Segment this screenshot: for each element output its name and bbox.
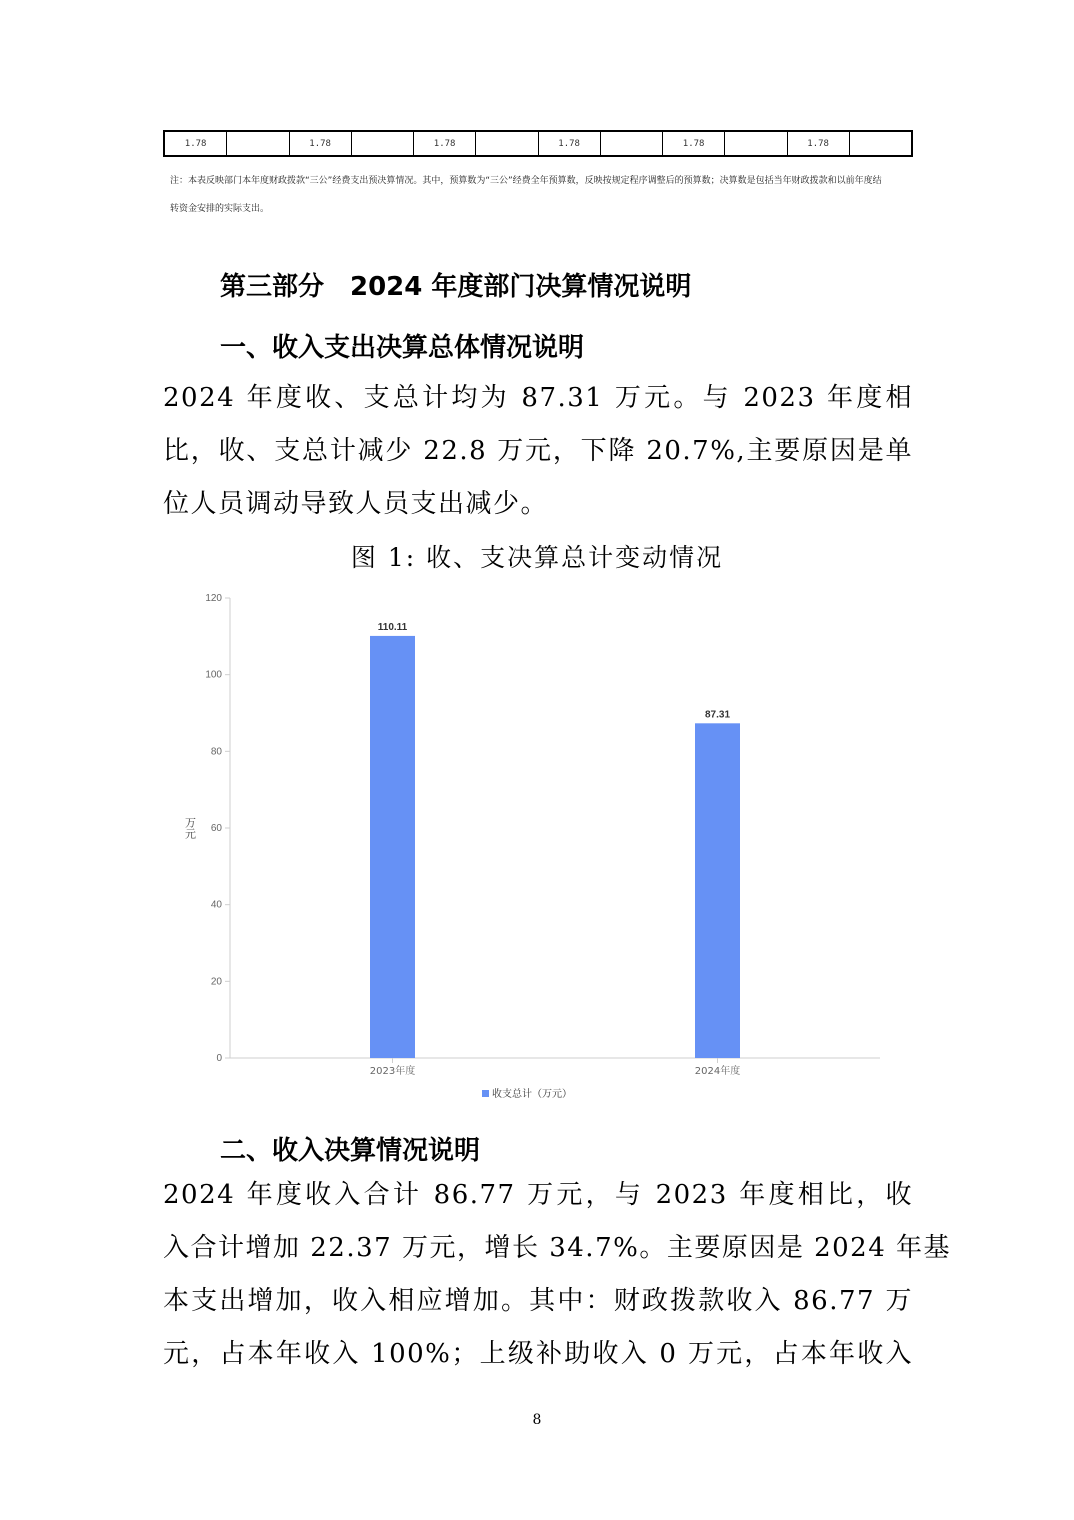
figure-caption: 图 1: 收、支决算总计变动情况 xyxy=(350,543,724,572)
paragraph-line: 比，收、支总计减少 22.8 万元，下降 20.7%,主要原因是单 xyxy=(163,436,913,466)
y-tick-label: 40 xyxy=(210,899,222,911)
data-label: 87.31 xyxy=(704,709,731,721)
table-cell xyxy=(227,132,289,155)
paragraph-line: 元，占本年收入 100%；上级补助收入 0 万元，占本年收入 xyxy=(163,1339,913,1369)
table-cell: 1.78 xyxy=(539,132,601,155)
expense-table-row xyxy=(163,130,913,157)
table-cell: 1.78 xyxy=(290,132,352,155)
page-number: 8 xyxy=(532,1412,542,1428)
section-1-heading: 一、收入支出决算总体情况说明 xyxy=(220,333,585,363)
paragraph-line: 位人员调动导致人员支出减少。 xyxy=(163,489,549,519)
table-cell: 1.78 xyxy=(788,132,850,155)
y-tick-label: 100 xyxy=(205,669,222,681)
table-cell: 1.78 xyxy=(414,132,476,155)
table-cell: 1.78 xyxy=(165,132,227,155)
income-expense-bar-chart xyxy=(160,585,900,1110)
part-title: 第三部分 2024 年度部门决算情况说明 xyxy=(220,272,692,302)
y-tick-label: 120 xyxy=(205,593,222,604)
table-cell xyxy=(850,132,911,155)
table-cell xyxy=(352,132,414,155)
x-tick-label: 2023年度 xyxy=(369,1066,416,1077)
section-2-heading: 二、收入决算情况说明 xyxy=(220,1136,481,1166)
paragraph-line: 2024 年度收、支总计均为 87.31 万元。与 2023 年度相 xyxy=(163,383,913,413)
y-tick-label: 60 xyxy=(210,823,222,834)
paragraph-line: 本支出增加，收入相应增加。其中：财政拨款收入 86.77 万 xyxy=(163,1286,913,1316)
table-cell xyxy=(725,132,787,155)
table-cell xyxy=(476,132,538,155)
data-label: 110.11 xyxy=(377,621,408,633)
paragraph-line: 2024 年度收入合计 86.77 万元，与 2023 年度相比，收 xyxy=(163,1180,913,1210)
y-tick-label: 80 xyxy=(210,746,222,758)
legend-swatch xyxy=(482,1090,489,1097)
table-note-line-2: 转资金安排的实际支出。 xyxy=(170,204,270,214)
y-axis-label: 万元 xyxy=(183,817,197,839)
paragraph-line: 入合计增加 22.37 万元，增长 34.7%。主要原因是 2024 年基 xyxy=(163,1233,952,1263)
y-tick-label: 20 xyxy=(210,976,222,988)
bar-2024年度 xyxy=(695,723,740,1058)
table-cell: 1.78 xyxy=(663,132,725,155)
section-1-paragraph xyxy=(163,372,913,531)
bar-2023年度 xyxy=(370,636,415,1058)
table-note-line-1: 注：本表反映部门本年度财政拨款“三公”经费支出预决算情况。其中，预算数为“三公”经费全年预算数，反映按规定程序调整后的预算数；决算数是包括当年财政拨款和以前年度结 xyxy=(170,176,882,186)
x-tick-label: 2024年度 xyxy=(694,1066,741,1077)
legend-label: 收支总计（万元） xyxy=(492,1089,572,1100)
section-2-paragraph xyxy=(163,1169,952,1381)
y-tick-label: 0 xyxy=(216,1053,222,1064)
table-cell xyxy=(601,132,663,155)
